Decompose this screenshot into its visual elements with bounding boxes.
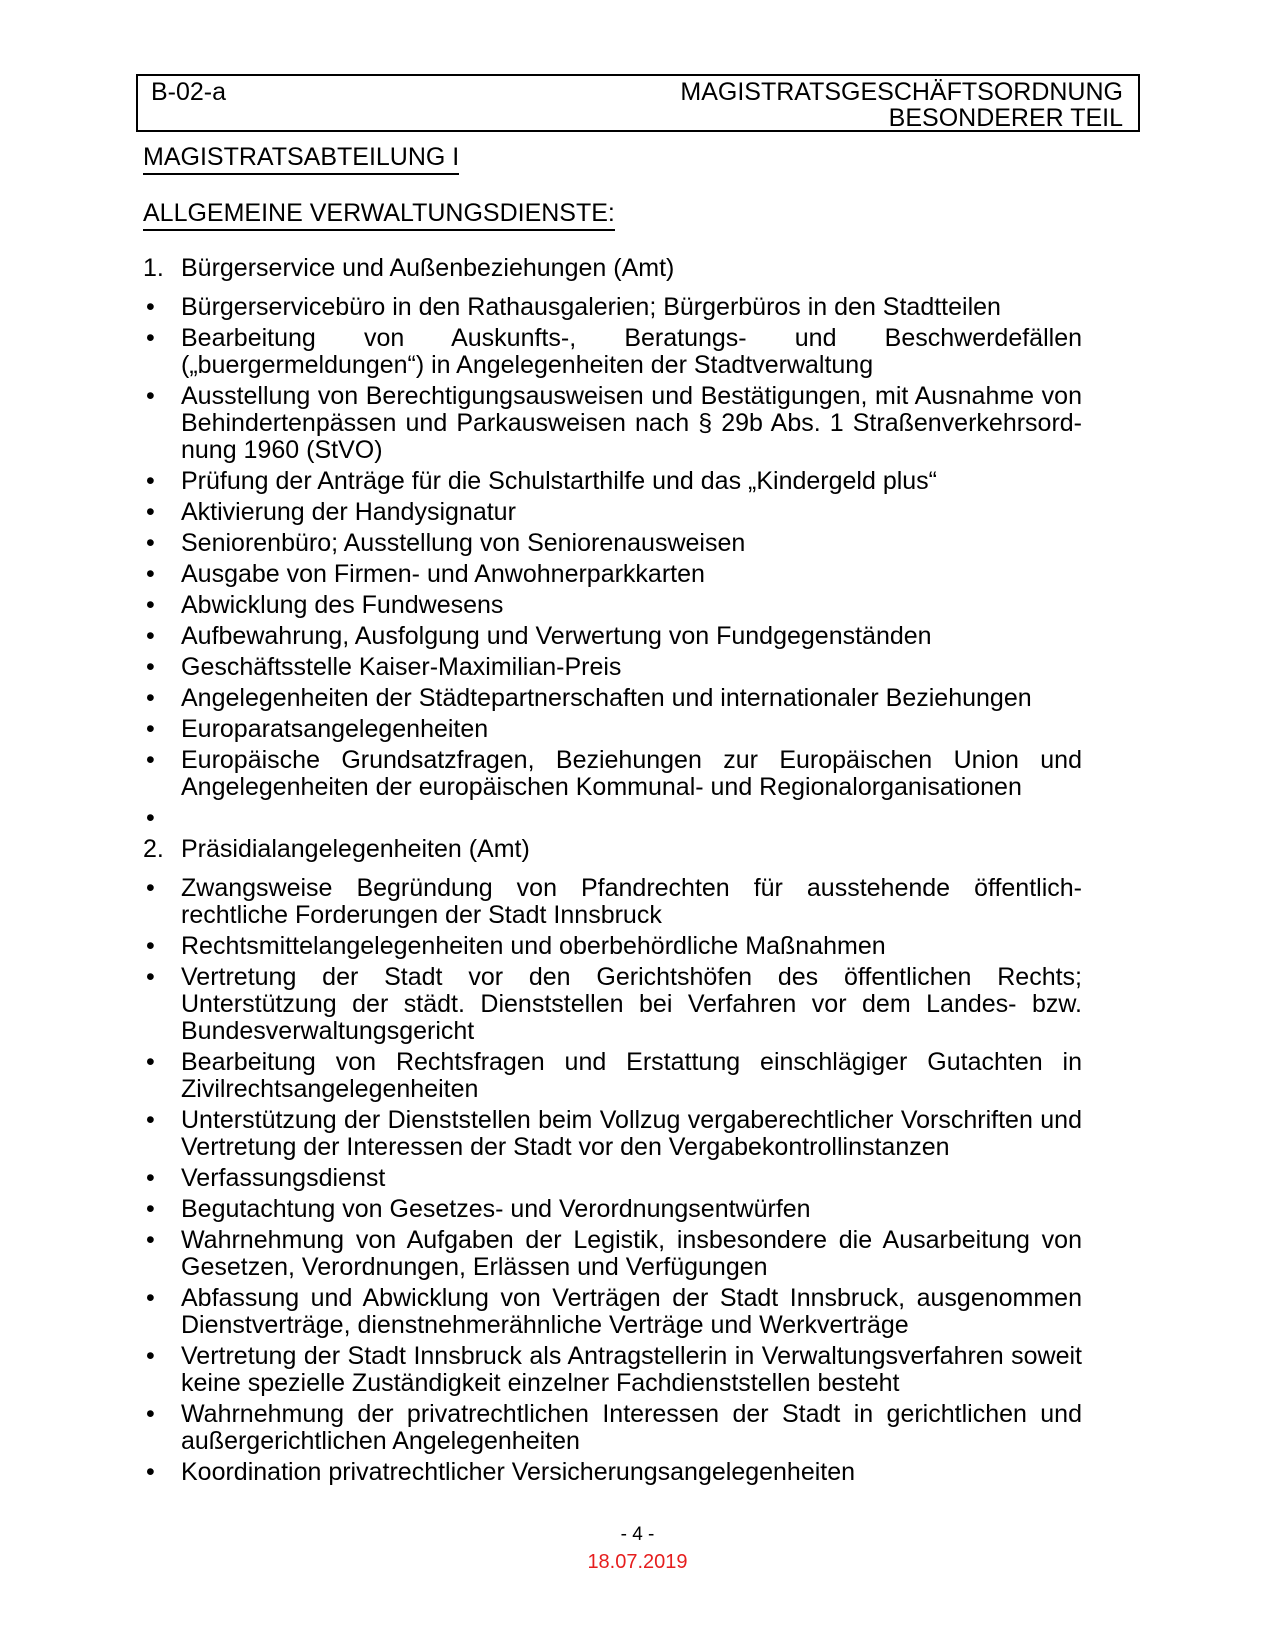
list-item: • Bearbeitung von Auskunfts-, Beratungs- und Beschwerdefällen („buergermeldungen“) in Angelegenheiten der Stadtverwaltung	[143, 325, 1082, 379]
section-1-title: Bürgerservice und Außenbeziehungen (Amt)	[181, 254, 675, 282]
page-date: 18.07.2019	[587, 1551, 688, 1573]
list-item: • Bearbeitung von Rechtsfragen und Erstattung einschlägiger Gutachten in Zivilrechtsangelegenheiten	[143, 1049, 1082, 1103]
list-item: • Ausgabe von Firmen- und Anwohnerparkkarten	[143, 561, 1082, 588]
doc-title-line-1: MAGISTRATSGESCHÄFTSORDNUNG	[680, 78, 1123, 106]
page-footer	[0, 1524, 1275, 1574]
list-item: • Abwicklung des Fundwesens	[143, 592, 1082, 619]
header-box	[136, 74, 1140, 132]
section-1-number: 1.	[143, 254, 164, 282]
list-item: • Prüfung der Anträge für die Schulstarthilfe und das „Kindergeld plus“	[143, 468, 1082, 495]
section-2-title-row	[143, 836, 1082, 863]
list-item: • Aktivierung der Handysignatur	[143, 499, 1082, 526]
page-number: - 4 -	[620, 1524, 655, 1545]
bullet-list-section-1	[143, 294, 1082, 832]
list-item: • Europaratsangelegenheiten	[143, 716, 1082, 743]
list-item: • Bürgerservicebüro in den Rathausgalerien; Bürgerbüros in den Stadtteilen	[143, 294, 1082, 321]
list-item: • Abfassung und Abwicklung von Verträgen der Stadt Innsbruck, ausgenommen Dienstverträge, dienstnehmerähnliche Verträge und Werkverträge	[143, 1285, 1082, 1339]
list-item: • Seniorenbüro; Ausstellung von Seniorenausweisen	[143, 530, 1082, 557]
list-item: • Vertretung der Stadt vor den Gerichtshöfen des öffentlichen Rechts; Unterstützung der städt. Dienststellen bei Verfahren vor dem Landes- bzw. Bundesverwaltungsgericht	[143, 964, 1082, 1045]
list-item: • Ausstellung von Berechtigungsausweisen und Bestätigungen, mit Ausnahme von Behindertenpässen und Parkausweisen nach § 29b Abs. 1 Straßenverkehrsord-nung 1960 (StVO)	[143, 383, 1082, 464]
list-item: • Unterstützung der Dienststellen beim Vollzug vergaberechtlicher Vorschriften und Vertretung der Interessen der Stadt vor den Vergabekontrollinstanzen	[143, 1107, 1082, 1161]
section-2-number: 2.	[143, 835, 164, 863]
list-item: • Begutachtung von Gesetzes- und Verordnungsentwürfen	[143, 1196, 1082, 1223]
list-item: • Zwangsweise Begründung von Pfandrechten für ausstehende öffentlich-rechtliche Forderungen der Stadt Innsbruck	[143, 875, 1082, 929]
list-item: • Verfassungsdienst	[143, 1165, 1082, 1192]
list-item: • Angelegenheiten der Städtepartnerschaften und internationaler Beziehungen	[143, 685, 1082, 712]
document-body	[143, 143, 1082, 1490]
heading-magistratsabteilung: MAGISTRATSABTEILUNG I	[143, 143, 459, 175]
list-item: • Geschäftsstelle Kaiser-Maximilian-Preis	[143, 654, 1082, 681]
list-item: • Wahrnehmung von Aufgaben der Legistik, insbesondere die Ausarbeitung von Gesetzen, Verordnungen, Erlässen und Verfügungen	[143, 1227, 1082, 1281]
list-item: • Europäische Grundsatzfragen, Beziehungen zur Europäischen Union und Angelegenheiten der europäischen Kommunal- und Regionalorganisationen	[143, 747, 1082, 801]
list-item: • Aufbewahrung, Ausfolgung und Verwertung von Fundgegenständen	[143, 623, 1082, 650]
list-item-empty	[143, 805, 1082, 832]
bullet-list-section-2	[143, 875, 1082, 1486]
doc-title	[680, 79, 1123, 131]
list-item: • Wahrnehmung der privatrechtlichen Interessen der Stadt in gerichtlichen und außergerichtlichen Angelegenheiten	[143, 1401, 1082, 1455]
section-1-title-row	[143, 255, 1082, 282]
list-item: • Vertretung der Stadt Innsbruck als Antragstellerin in Verwaltungsverfahren soweit keine spezielle Zuständigkeit einzelner Fachdienststellen besteht	[143, 1343, 1082, 1397]
list-item: • Koordination privatrechtlicher Versicherungsangelegenheiten	[143, 1459, 1082, 1486]
doc-code: B-02-a	[151, 78, 227, 106]
list-item: • Rechtsmittelangelegenheiten und oberbehördliche Maßnahmen	[143, 933, 1082, 960]
heading-verwaltungsdienste: ALLGEMEINE VERWALTUNGSDIENSTE:	[143, 199, 615, 231]
doc-title-line-2: BESONDERER TEIL	[888, 104, 1123, 132]
section-2-title: Präsidialangelegenheiten (Amt)	[181, 835, 530, 863]
